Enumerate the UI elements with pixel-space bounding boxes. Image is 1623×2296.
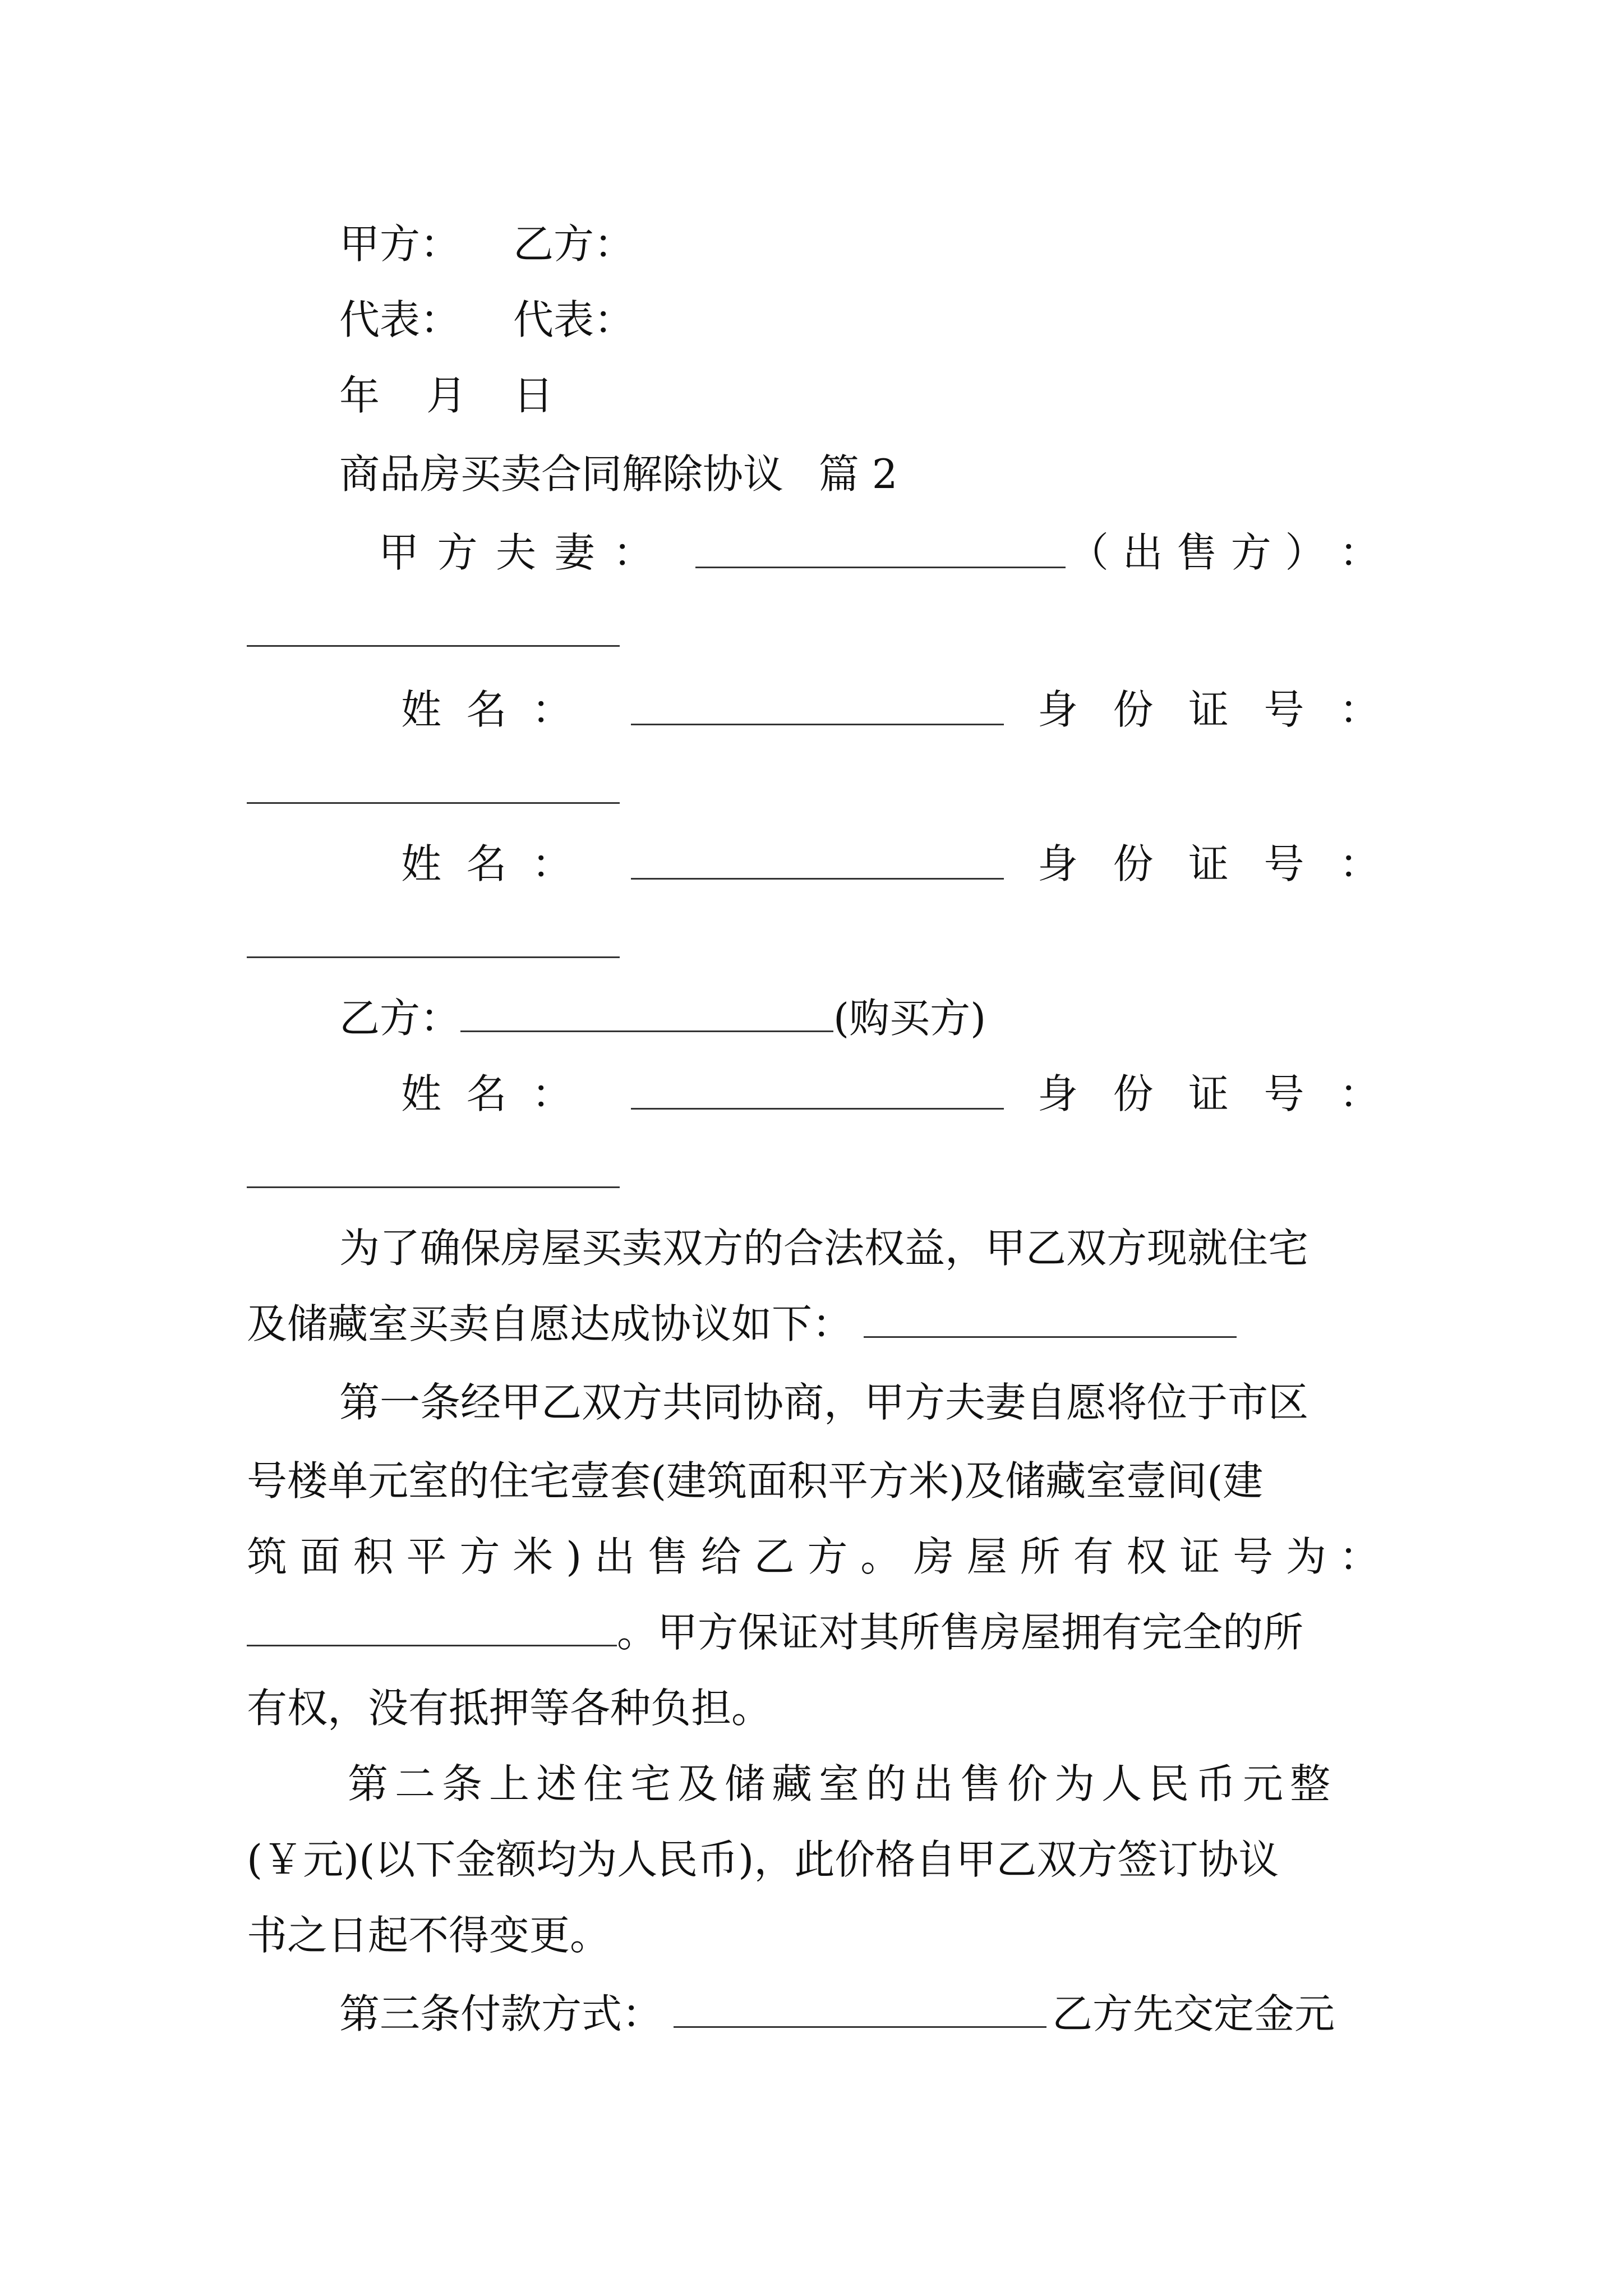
seller-role: （ 出 售 方 ） ： [1068, 529, 1380, 576]
id-blank-3[interactable] [247, 1186, 620, 1188]
rep-a-label: 代表： [339, 296, 461, 343]
id-blank-2[interactable] [247, 956, 620, 958]
seller-continuation-blank[interactable] [247, 645, 620, 647]
name-blank-2[interactable] [631, 878, 1004, 880]
agreement-blank[interactable] [864, 1297, 1237, 1338]
id-label-1: 身 份 证 号 ： [1038, 686, 1380, 733]
id-label-3: 身 份 证 号 ： [1038, 1070, 1380, 1117]
seller-name-blank[interactable] [695, 567, 1066, 568]
chapter-label: 篇 2 [818, 450, 898, 498]
p3-line2: (￥元)(以下金额均为人民币)，此价格自甲乙双方签订协议 [247, 1836, 1279, 1883]
name-label-1: 姓 名 ： [401, 686, 572, 733]
p2-line1: 第一条经甲乙双方共同协商，甲方夫妻自愿将位于市区 [339, 1379, 1309, 1426]
document-title [339, 446, 898, 502]
id-blank-1[interactable] [247, 802, 620, 804]
name-blank-1[interactable] [631, 724, 1004, 725]
p2-line4: 。甲方保证对其所售房屋拥有完全的所 [247, 1604, 1303, 1660]
p2-line3: 筑 面 积 平 方 米 ) 出 售 给 乙 方 。 房 屋 所 有 权 证 号 为 ： [247, 1533, 1380, 1580]
name-label-2: 姓 名 ： [401, 840, 572, 887]
party-b-label: 乙方： [513, 220, 635, 268]
buyer-role: (购买方) [833, 995, 986, 1042]
seller-label: 甲 方 夫 妻 ： [379, 529, 653, 576]
id-label-2: 身 份 证 号 ： [1038, 840, 1380, 887]
date-year: 年 [339, 372, 380, 419]
buyer-name-blank[interactable] [460, 991, 833, 1032]
p3-line1: 第二条上述住宅及储藏室的出售价为人民币元整 [348, 1760, 1338, 1807]
name-blank-3[interactable] [631, 1108, 1004, 1110]
payment-method-blank[interactable] [674, 1987, 1046, 2028]
party-a-label: 甲方： [339, 220, 461, 268]
buyer-line [339, 990, 986, 1046]
p2-line2: 号楼单元室的住宅壹套(建筑面积平方米)及储藏室壹间(建 [247, 1457, 1264, 1504]
date-day: 日 [513, 372, 554, 419]
p1-line1: 为了确保房屋买卖双方的合法权益，甲乙双方现就住宅 [339, 1225, 1309, 1272]
name-label-3: 姓 名 ： [401, 1070, 572, 1117]
p4-line1: 第三条付款方式： 乙方先交定金元 [339, 1986, 1335, 2042]
buyer-label: 乙方： [339, 995, 461, 1042]
title-text: 商品房买卖合同解除协议 [339, 450, 784, 498]
p2-line5: 有权，没有抵押等各种负担。 [247, 1685, 772, 1732]
rep-b-label: 代表： [513, 296, 635, 343]
p3-line3: 书之日起不得变更。 [247, 1912, 611, 1959]
certificate-number-blank[interactable] [247, 1605, 617, 1646]
p1-line2: 及储藏室买卖自愿达成协议如下： [247, 1296, 1237, 1352]
date-month: 月 [426, 372, 467, 419]
